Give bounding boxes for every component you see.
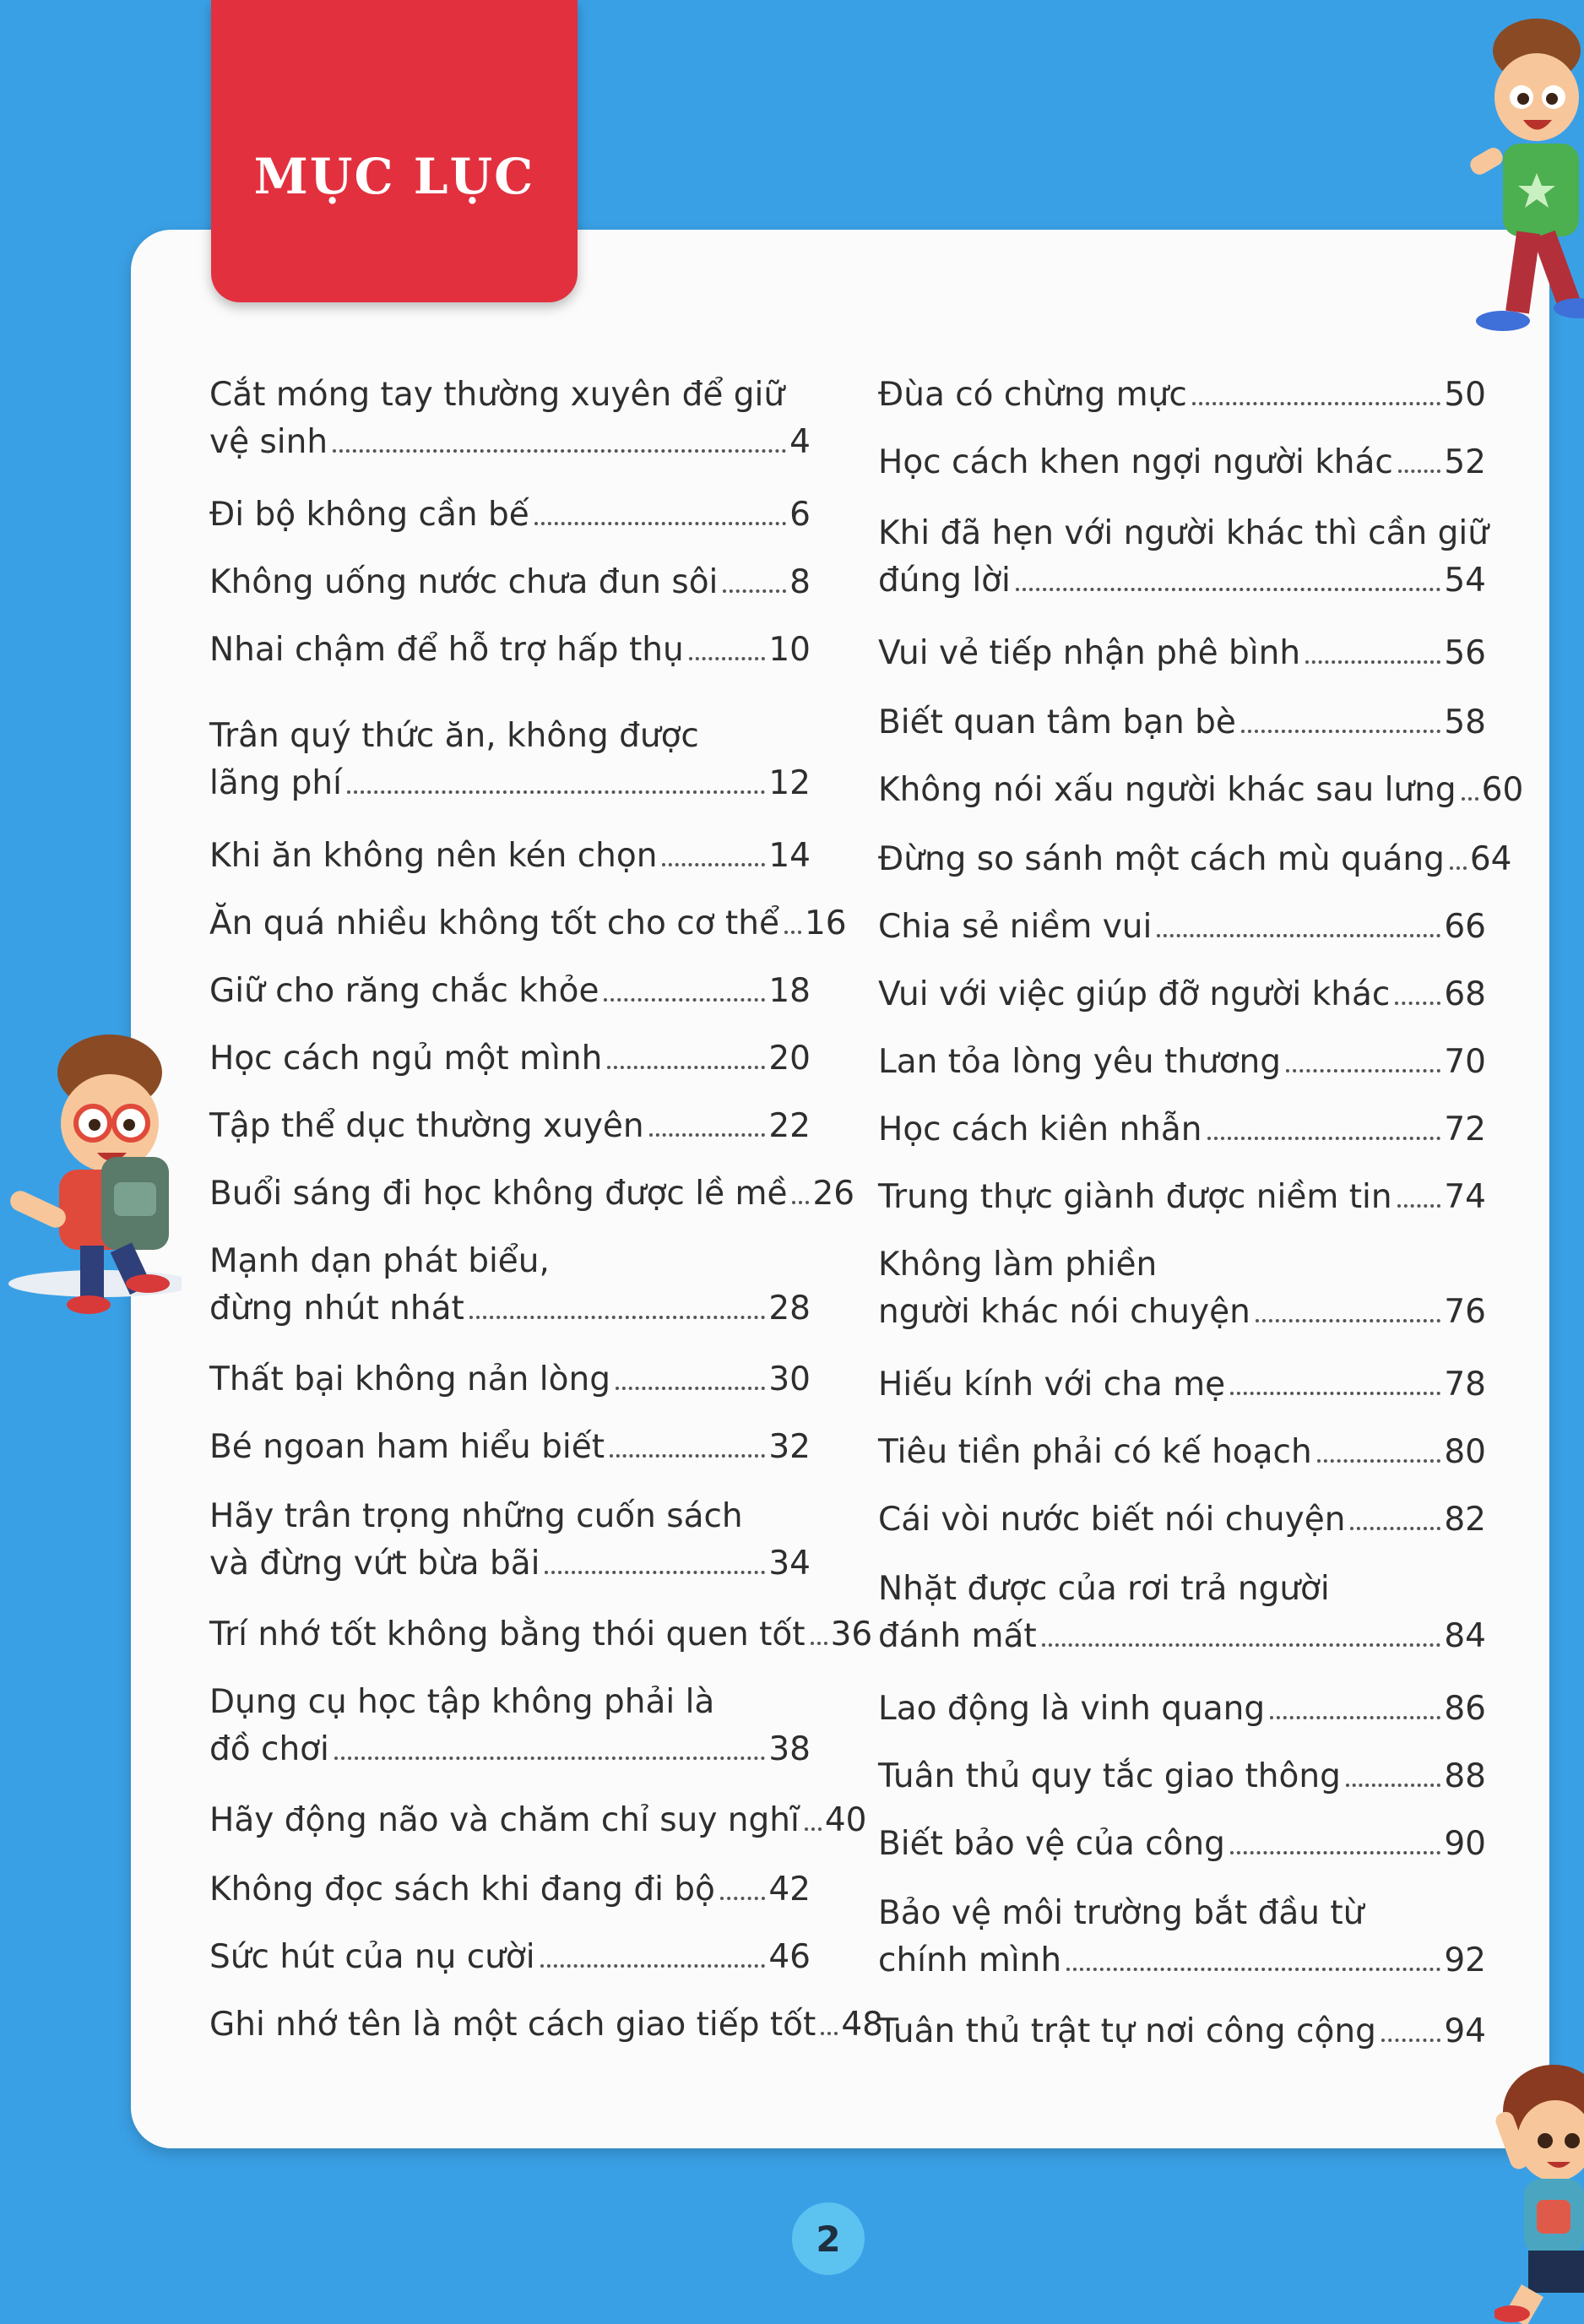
toc-entry-page: 12: [768, 764, 811, 802]
toc-entry: [209, 1424, 811, 1471]
toc-entry-title: Ăn quá nhiều không tốt cho cơ thể: [209, 904, 779, 942]
toc-entry-page: 14: [768, 837, 811, 875]
toc-entry-page: 72: [1444, 1110, 1486, 1148]
toc-entry-title: Buổi sáng đi học không được lề mề: [209, 1175, 788, 1213]
toc-entry-title: Học cách kiên nhẫn: [878, 1110, 1202, 1148]
toc-entry: [878, 1496, 1486, 1544]
dot-leader: [821, 2032, 838, 2035]
dot-leader: [1397, 1204, 1441, 1208]
toc-entry-title: Giữ cho răng chắc khỏe: [209, 972, 599, 1010]
toc-entry-title: và đừng vứt bừa bãi: [209, 1545, 540, 1583]
dot-leader: [662, 863, 765, 866]
dot-leader: [540, 1964, 766, 1968]
toc-entry-page: 22: [768, 1107, 811, 1145]
toc-entry-page: 80: [1444, 1433, 1486, 1471]
dot-leader: [1066, 1968, 1440, 1971]
toc-entry-title: đừng nhút nhát: [209, 1290, 464, 1328]
toc-entry-title: Sức hút của nụ cười: [209, 1938, 535, 1976]
toc-entry-title: Đùa có chừng mực: [878, 376, 1187, 414]
toc-entry: [878, 1890, 1486, 1985]
toc-entry-title: Khi ăn không nên kén chọn: [209, 837, 658, 875]
toc-entry: [878, 836, 1512, 883]
toc-entry-page: 18: [768, 972, 811, 1010]
toc-entry-page: 88: [1444, 1757, 1486, 1795]
toc-entry-title-line1: Trân quý thức ăn, không được: [209, 717, 699, 755]
dot-leader: [347, 790, 765, 794]
toc-entry-page: 52: [1444, 443, 1486, 481]
toc-entry-title-line1: Mạnh dạn phát biểu,: [209, 1242, 550, 1280]
toc-entry-title: Nhai chậm để hỗ trợ hấp thụ: [209, 631, 684, 669]
toc-entry-page: 94: [1444, 2012, 1486, 2050]
toc-entry-page: 38: [768, 1730, 811, 1768]
toc-entry-title: Cái vòi nước biết nói chuyện: [878, 1501, 1346, 1539]
toc-entry: [878, 2008, 1486, 2055]
toc-entry-title: Hiếu kính với cha mẹ: [878, 1366, 1226, 1404]
toc-entry: [878, 510, 1489, 605]
toc-entry-title: Lan tỏa lòng yêu thương: [878, 1043, 1282, 1081]
toc-entry-title: Biết bảo vệ của công: [878, 1825, 1225, 1863]
dot-leader: [784, 931, 801, 934]
toc-entry-page: 16: [804, 904, 847, 942]
title-tab: [211, 0, 578, 302]
toc-entry-title: Thất bại không nản lòng: [209, 1360, 610, 1398]
toc-entry-title: lãng phí: [209, 764, 342, 802]
toc-entry: [878, 1753, 1486, 1800]
toc-entry-page: 6: [789, 496, 811, 534]
page-number: 2: [816, 2218, 841, 2260]
dot-leader: [1346, 1784, 1441, 1787]
toc-entry: [878, 630, 1486, 677]
toc-entry-page: 84: [1444, 1617, 1486, 1655]
toc-entry-title: Bé ngoan ham hiểu biết: [209, 1428, 605, 1466]
toc-entry-page: 4: [789, 423, 811, 461]
toc-entry-page: 28: [768, 1290, 811, 1328]
dot-leader: [1462, 797, 1478, 801]
toc-entry: [209, 1934, 811, 1981]
dot-leader: [1230, 1392, 1440, 1395]
dot-leader: [545, 1571, 765, 1574]
toc-entry-page: 76: [1444, 1293, 1486, 1331]
toc-entry: [878, 1106, 1486, 1154]
toc-entry: [878, 439, 1486, 486]
toc-entry-page: 40: [824, 1801, 867, 1839]
toc-entry-title: Hãy động não và chăm chỉ suy nghĩ: [209, 1801, 800, 1839]
toc-entry-title: Học cách ngủ một mình: [209, 1040, 603, 1078]
toc-entry: [878, 372, 1486, 419]
toc-entry: [878, 904, 1486, 951]
dot-leader: [1157, 934, 1440, 937]
toc-entry-title: vệ sinh: [209, 423, 328, 461]
page-number-badge: [792, 2202, 865, 2275]
toc-entry: [878, 1361, 1486, 1409]
toc-entry: [209, 833, 811, 880]
toc-entry-page: 64: [1469, 840, 1512, 878]
dot-leader: [1270, 1716, 1440, 1719]
dot-leader: [720, 1897, 765, 1900]
toc-entry-title-line1: Nhặt được của rơi trả người: [878, 1570, 1330, 1608]
dot-leader: [1305, 660, 1440, 664]
dot-leader: [607, 1066, 765, 1069]
toc-entry-title-line1: Dụng cụ học tập không phải là: [209, 1683, 715, 1721]
page-title: MỤC LỤC: [253, 148, 535, 205]
toc-entry-page: 42: [768, 1871, 811, 1909]
toc-entry: [878, 1429, 1486, 1476]
dot-leader: [689, 657, 766, 660]
toc-entry: [209, 1035, 811, 1083]
dot-leader: [1256, 1319, 1441, 1322]
dot-leader: [469, 1316, 766, 1319]
dot-leader: [1042, 1643, 1441, 1647]
toc-entry-title-line1: Cắt móng tay thường xuyên để giữ: [209, 376, 785, 414]
dot-leader: [534, 522, 786, 525]
toc-entry: [209, 1170, 855, 1218]
dot-leader: [1016, 588, 1440, 591]
toc-entry: [209, 968, 811, 1015]
dot-leader: [1395, 1002, 1440, 1005]
dot-leader: [811, 1642, 827, 1645]
toc-entry-title: đồ chơi: [209, 1730, 329, 1768]
toc-entry: [878, 699, 1486, 747]
toc-entry-title-line1: Không làm phiền: [878, 1246, 1158, 1284]
toc-entry-page: 10: [768, 631, 811, 669]
toc-entry-title: Trung thực giành được niềm tin: [878, 1178, 1392, 1216]
girl-illustration-bottom-right: [1494, 2061, 1584, 2324]
toc-entry-page: 92: [1444, 1941, 1486, 1979]
toc-entry: [878, 1566, 1486, 1660]
dot-leader: [723, 589, 786, 593]
toc-entry-title: Ghi nhớ tên là một cách giao tiếp tốt: [209, 2006, 816, 2044]
toc-entry-page: 26: [812, 1175, 855, 1213]
toc-entry-title: Tuân thủ trật tự nơi công cộng: [878, 2012, 1376, 2050]
toc-entry: [209, 2001, 883, 2049]
toc-entry-title: Tập thể dục thường xuyên: [209, 1107, 644, 1145]
toc-entry-title: Đừng so sánh một cách mù quáng: [878, 840, 1445, 878]
toc-entry-page: 32: [768, 1428, 811, 1466]
toc-entry: [209, 1611, 873, 1659]
dot-leader: [1241, 730, 1441, 733]
toc-entry: [878, 1241, 1486, 1336]
toc-entry-title: Lao động là vinh quang: [878, 1690, 1266, 1728]
dot-leader: [334, 1757, 765, 1760]
dot-leader: [604, 998, 765, 1002]
toc-entry-title: Tuân thủ quy tắc giao thông: [878, 1757, 1341, 1795]
toc-entry-title: Chia sẻ niềm vui: [878, 908, 1153, 946]
toc-entry-title: Không đọc sách khi đang đi bộ: [209, 1871, 715, 1909]
toc-entry: [209, 713, 811, 807]
dot-leader: [1207, 1137, 1441, 1140]
toc-entry-title: Không nói xấu người khác sau lưng: [878, 771, 1457, 809]
dot-leader: [792, 1201, 809, 1204]
dot-leader: [1230, 1851, 1440, 1854]
toc-entry-page: 78: [1444, 1366, 1486, 1404]
toc-entry-page: 74: [1444, 1178, 1486, 1216]
toc-entry-page: 46: [768, 1938, 811, 1976]
toc-entry: [209, 1493, 811, 1588]
toc-entry: [209, 1356, 811, 1404]
toc-entry: [878, 1686, 1486, 1733]
toc-entry-page: 50: [1444, 376, 1486, 414]
toc-entry: [209, 491, 811, 539]
boy-illustration-top-right: [1452, 17, 1584, 338]
dot-leader: [1317, 1459, 1441, 1463]
toc-entry-title: đúng lời: [878, 562, 1011, 600]
dot-leader: [610, 1454, 765, 1458]
toc-entry-page: 82: [1444, 1501, 1486, 1539]
toc-entry-title: Học cách khen ngợi người khác: [878, 443, 1393, 481]
toc-entry-page: 30: [768, 1360, 811, 1398]
toc-entry-page: 8: [789, 563, 811, 601]
toc-entry-page: 54: [1444, 562, 1486, 600]
dot-leader: [1450, 866, 1467, 870]
dot-leader: [805, 1827, 822, 1831]
toc-entry-title: Không uống nước chưa đun sôi: [209, 563, 719, 601]
toc-entry: [209, 1679, 811, 1773]
toc-entry: [209, 372, 811, 466]
dot-leader: [1286, 1069, 1440, 1072]
toc-entry-title: Tiêu tiền phải có kế hoạch: [878, 1433, 1312, 1471]
boy-with-backpack-illustration: [0, 1030, 182, 1317]
toc-entry: [878, 971, 1486, 1018]
toc-entry-page: 66: [1444, 908, 1486, 946]
toc-entry-title: Vui với việc giúp đỡ người khác: [878, 975, 1391, 1013]
toc-entry-title: đánh mất: [878, 1617, 1037, 1655]
toc-entry: [878, 1174, 1486, 1221]
toc-entry-page: 20: [768, 1040, 811, 1078]
toc-entry-page: 48: [841, 2006, 883, 2044]
toc-entry: [209, 1238, 811, 1333]
toc-entry: [209, 1797, 867, 1844]
toc-entry-page: 70: [1444, 1043, 1486, 1081]
toc-entry: [209, 559, 811, 606]
toc-entry-page: 90: [1444, 1825, 1486, 1863]
dot-leader: [333, 449, 786, 453]
toc-entry-title: Biết quan tâm bạn bè: [878, 703, 1236, 741]
toc-entry: [209, 1866, 811, 1914]
toc-entry-page: 60: [1481, 771, 1524, 809]
toc-entry: [878, 1039, 1486, 1086]
toc-entry-title-line1: Bảo vệ môi trường bắt đầu từ: [878, 1894, 1364, 1932]
toc-entry: [209, 627, 811, 674]
toc-entry-title: Vui vẻ tiếp nhận phê bình: [878, 634, 1301, 672]
toc-entry-page: 36: [830, 1615, 873, 1653]
toc-entry-page: 86: [1444, 1690, 1486, 1728]
toc-entry: [878, 767, 1524, 814]
toc-entry-title: người khác nói chuyện: [878, 1293, 1250, 1331]
dot-leader: [649, 1133, 766, 1137]
toc-entry-page: 58: [1444, 703, 1486, 741]
dot-leader: [1398, 470, 1441, 473]
toc-entry-title: Đi bộ không cần bế: [209, 496, 529, 534]
toc-entry: [209, 1103, 811, 1150]
toc-entry-page: 34: [768, 1545, 811, 1583]
toc-entry-title-line1: Hãy trân trọng những cuốn sách: [209, 1497, 743, 1535]
dot-leader: [1350, 1527, 1440, 1530]
dot-leader: [1381, 2039, 1441, 2042]
toc-entry: [878, 1821, 1486, 1868]
toc-entry: [209, 900, 847, 948]
dot-leader: [616, 1387, 765, 1390]
toc-entry-title: Trí nhớ tốt không bằng thói quen tốt: [209, 1615, 806, 1653]
toc-entry-title-line1: Khi đã hẹn với người khác thì cần giữ: [878, 514, 1489, 552]
toc-entry-page: 68: [1444, 975, 1486, 1013]
toc-entry-page: 56: [1444, 634, 1486, 672]
toc-entry-title: chính mình: [878, 1941, 1062, 1979]
dot-leader: [1192, 402, 1441, 405]
